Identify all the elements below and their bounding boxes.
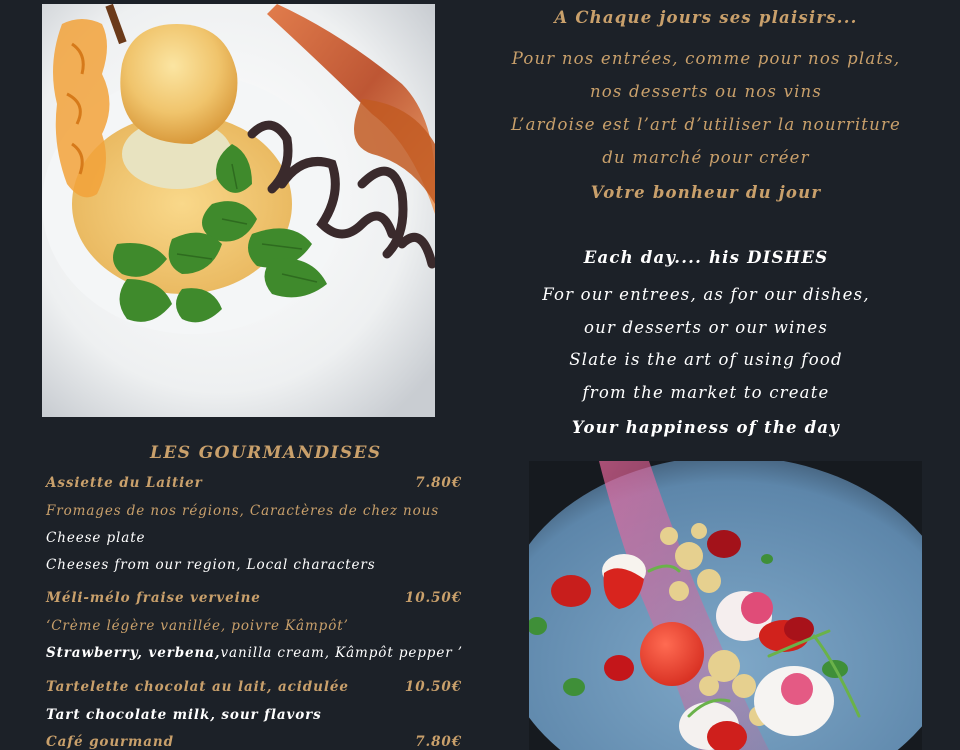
- intro-french-line: L’ardoise est l’art d’utiliser la nourriture: [510, 115, 902, 134]
- intro-french-closing: Votre bonheur du jour: [590, 183, 822, 202]
- menu-item-description-en-rest: vanilla cream, Kâmpôt pepper ’: [220, 645, 463, 661]
- menu-item-name: [46, 734, 462, 750]
- intro-english-closing: Your happiness of the day: [571, 418, 841, 437]
- photo-poached-pear-dessert: [42, 4, 435, 417]
- menu-item-name-en: Cheese plate: [46, 530, 146, 546]
- intro-french-line: Pour nos entrées, comme pour nos plats,: [511, 49, 901, 68]
- menu-item-price: 10.50€: [404, 679, 462, 695]
- menu-item-description-en: Cheeses from our region, Local characters: [46, 557, 376, 573]
- intro-french-heading: A Chaque jours ses plaisirs...: [554, 8, 858, 27]
- photo-strawberry-dessert: [529, 461, 922, 750]
- menu-item-description-fr: Fromages de nos régions, Caractères de chez nous: [46, 503, 440, 519]
- intro-english-line: our desserts or our wines: [584, 318, 828, 337]
- menu-item-description-en: [46, 645, 462, 661]
- menu-item-price: 10.50€: [404, 590, 462, 606]
- menu-item-title: Tartelette chocolat au lait, acidulée: [46, 679, 349, 695]
- menu-item-name: [46, 679, 462, 695]
- menu-item-name: [46, 475, 462, 491]
- intro-english-line: Slate is the art of using food: [569, 350, 843, 369]
- intro-english-line: from the market to create: [582, 383, 830, 402]
- menu-item-name: [46, 590, 462, 606]
- menu-item-title: Assiette du Laitier: [46, 475, 203, 491]
- menu-item-price: 7.80€: [415, 734, 462, 750]
- poached-pear-image: [42, 4, 435, 417]
- menu-item-price: 7.80€: [415, 475, 462, 491]
- menu-item-title: Méli-mélo fraise verveine: [46, 590, 261, 606]
- intro-english-line: For our entrees, as for our dishes,: [542, 285, 870, 304]
- intro-french-line: nos desserts ou nos vins: [589, 82, 823, 101]
- menu-item-name-en: Strawberry, verbena,: [46, 645, 221, 661]
- menu-item-title: Café gourmand: [46, 734, 174, 750]
- section-title: LES GOURMANDISES: [150, 443, 382, 463]
- menu-item-description-fr: ‘Crème légère vanillée, poivre Kâmpôt’: [46, 618, 349, 634]
- intro-english-heading: Each day.... his DISHES: [583, 248, 829, 267]
- strawberry-dessert-image: [529, 461, 922, 750]
- intro-french-line: du marché pour créer: [602, 148, 810, 167]
- menu-item-name-en: Tart chocolate milk, sour flavors: [46, 707, 322, 723]
